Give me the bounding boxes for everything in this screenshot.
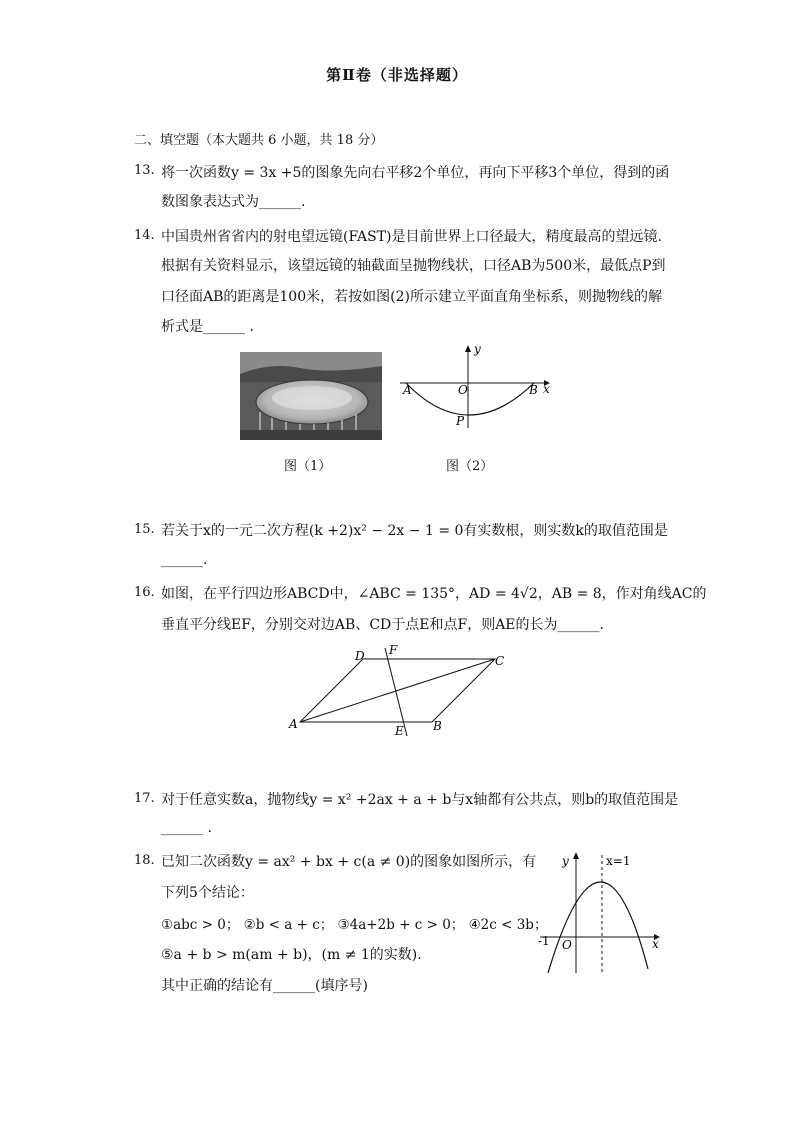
telescope-photo bbox=[240, 352, 382, 440]
q14-line3: 口径面AB的距离是100米，若按如图(2)所示建立平面直角坐标系，则抛物线的解 bbox=[161, 289, 662, 305]
q16-line2: 垂直平分线EF，分别交对边AB、CD于点E和点F，则AE的长为______. bbox=[161, 617, 604, 633]
q13-line2: 数图象表达式为______. bbox=[161, 194, 306, 210]
figure-1-caption: 图（1） bbox=[284, 459, 332, 474]
q16-line1: 如图，在平行四边形ABCD中，∠ABC = 135°，AD = 4√2，AB = 8，作对角线AC的 bbox=[161, 586, 707, 602]
question-number: 13. bbox=[134, 163, 155, 178]
q15-line1: 若关于x的一元二次方程(k +2)x² − 2x − 1 = 0有实数根，则实数k的取值范围是 bbox=[161, 523, 668, 539]
label-o: O bbox=[562, 938, 572, 952]
question-number: 16. bbox=[134, 585, 155, 600]
q17-line1: 对于任意实数a，抛物线y = x² +2ax + a + b与x轴都有公共点，则b的取值范围是 bbox=[161, 792, 679, 808]
question-number: 18. bbox=[134, 853, 155, 868]
label-e: E bbox=[395, 724, 404, 738]
label-a: A bbox=[403, 383, 412, 397]
label-c: C bbox=[495, 654, 505, 668]
label-x: x bbox=[652, 937, 659, 951]
q13-line1: 将一次函数y = 3x +5的图象先向右平移2个单位，再向下平移3个单位，得到的函 bbox=[161, 165, 670, 181]
label-f: F bbox=[389, 643, 398, 657]
label-y: y bbox=[562, 854, 569, 868]
q18-line3: ①abc > 0； ②b < a + c； ③4a+2b + c > 0； ④2c < 3b； bbox=[161, 917, 548, 933]
label-b: B bbox=[433, 719, 442, 733]
label-o: O bbox=[458, 383, 468, 397]
question-number: 15. bbox=[134, 522, 155, 537]
q18-line4: ⑤a + b > m(am + b)，(m ≠ 1的实数). bbox=[161, 947, 422, 963]
label-p: P bbox=[456, 414, 465, 428]
q15-line2: ______. bbox=[161, 552, 208, 568]
q18-line1: 已知二次函数y = ax² + bx + c(a ≠ 0)的图象如图所示，有 bbox=[161, 854, 537, 870]
question-number: 14. bbox=[134, 228, 155, 243]
figure-2-caption: 图（2） bbox=[446, 459, 494, 474]
section-heading: 二、填空题（本大题共 6 小题，共 18 分） bbox=[134, 133, 384, 148]
quadratic-graph bbox=[536, 845, 666, 977]
label-neg1: -1 bbox=[538, 934, 550, 948]
label-y: y bbox=[474, 342, 481, 356]
q18-line2: 下列5个结论： bbox=[161, 885, 254, 901]
question-number: 17. bbox=[134, 791, 155, 806]
q17-line2: ______ . bbox=[161, 820, 212, 836]
label-d: D bbox=[355, 649, 365, 663]
q14-line2: 根据有关资料显示，该望远镜的轴截面呈抛物线状，口径AB为500米，最低点P到 bbox=[161, 258, 666, 274]
q18-line5: 其中正确的结论有______(填序号) bbox=[161, 978, 368, 994]
page-title: 第Ⅱ卷（非选择题） bbox=[326, 66, 468, 84]
label-b: B bbox=[529, 383, 538, 397]
parallelogram-figure bbox=[285, 642, 515, 742]
label-axis-of-symmetry: x=1 bbox=[606, 854, 631, 868]
q14-line1: 中国贵州省省内的射电望远镜(FAST)是目前世界上口径最大，精度最高的望远镜. bbox=[161, 229, 662, 245]
label-a: A bbox=[289, 717, 298, 731]
q14-line4: 析式是______ . bbox=[161, 319, 254, 335]
parabola-figure-2 bbox=[398, 340, 558, 430]
label-x: x bbox=[543, 382, 550, 396]
